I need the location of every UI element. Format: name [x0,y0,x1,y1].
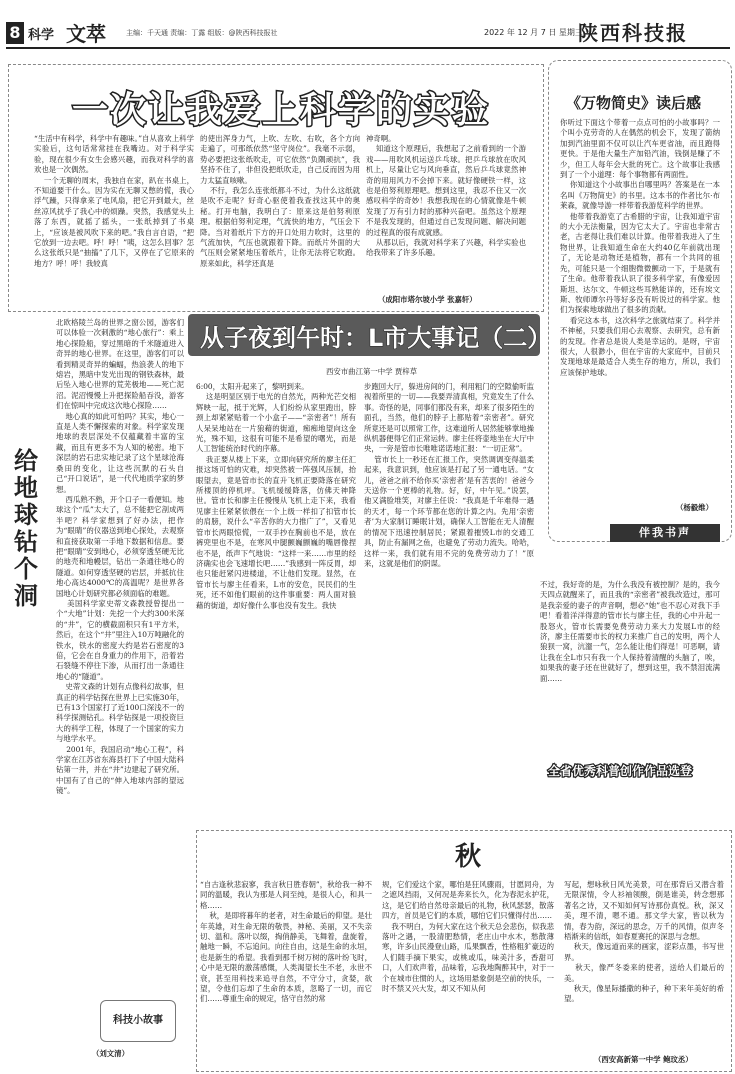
article-text-autumn-col1: “自古逢秋悲寂寥，我言秋日胜春朝”，秋给我一种不同的温暖，我认为那是人间至纯，是很人心，和具一格…… 秋，是即将暮年的老者，对生命最后的仰望。是壮年英雄，对生命无限的敬畏，神秘、美丽，又不失亲切、温和。落叶以缀，掏俏静美，飞舞着，盘旋着，触地一瞬，不忘追问。向往自由，这是生命的永垣，也是新生的希望。我看到那千树万树的落叶纷飞时，心中是无限的激荡感慨，人类渴望长生不老，永世不衰，甚至用科技来追寻自然，不守分寸，贪婪，欲望，令他们忘却了生命的本质，忽略了一切，而它们……尊重生命的规定，恪守自然的常 [200,880,373,1004]
issue-date: 2022 年 12 月 7 日 星期三 [484,28,583,37]
editor-credits: 主编：千天通 责编：丁露 组版：@陕西科技报社 [126,29,278,37]
column-tag-reading: 伴我书声 [610,524,720,542]
section-subname: 文萃 [66,22,106,46]
article-text-drill-top: 北欧格陵兰岛的世界之窗公园，游客们可以体验一次刺激的“地心旅行”：乘上地心探险船，穿过黑暗的千米隧道进入奇异的地心世界。在这里，游客们可以看到精灵奇异的蝙蝠，热浪袭人的地下熔岩，黑暗中发光出现的钢铁森林，最后坠入地心世界的荒芜极地——死亡泥沼。泥沼慢慢上升把探险船吞没，游客们在惊叫中完成这次地心探险…… 地心真的如此可怕吗？其实，地心一直是人类不懈探索的对象。科学家发现地球的表层深处不仅蕴藏着丰富的宝藏，而且有更多不为人知的秘密。地下深层的岩石忠实地记录了这个星球沧海桑田的变化，让这些沉默的石头自己“开口说话”，是一代代地质学家的梦想。 西瓜熟不熟，开个口子一看便知。地球这个“瓜”太大了，总不能把它剖成两半吧？科学家想到了好办法，把作为“眼睛”的仪器送到地心探处，去观察和直接获取第一手地下数据和信息。要把“眼睛”安到地心，必须穿透坚硬无比的地壳和地幔层，钻出一条通往地心的隧道。如何穿透坚硬的岩层，并抵抗住地心高达4000℃的高温呢？是世界各国地心计划研究都必须面临的难题。 美国科学家史蒂文森教授曾提出一个“大地”计划：先挖一个大约300米深的“井”，它的横截面积只有1平方米，然后，在这个“井”里注入10万吨融化的铁水，铁水的密度大约是岩石密度的3倍，它会在自身重力的作用下，沿着岩石裂缝不停往下渗，从而打出一条通往地心的“隧道”。 史蒂文森的计划有点像科幻故事，但真正的科学钻探在世界上已实施30年，已有13个国家打了近100口深浅不一的科学探测钻孔。科学钻探是一项投资巨大的科学工程，体现了一个国家的实力与地学水平。 2001年，我国启动“地心工程”，科学家在江苏省东海县打下了中国大陆科钻第一井，并在“井”边建起了研究所。中国有了自己的“伸入地球内部的望远镜”。 [56,318,184,796]
article-author-drill: （刘文清） [92,1049,129,1058]
article-text-autumn-col3: 写起，想咏秋日风光美景，可在那背后又潜含着无限深情，令人衫袖领酸，倒是谁美，转念想那著名之诗，又不知如何写诗那份真悦。秋，深又美，理不清，嗯不通。那文学大家，皆以秋为情，春为韵，深远的思念，万千的风情，似声冬梧渐来的信纸，如春夏赛托的深思与念想。 秋天，像远道而来的画家，涩彩点墨，书写世界。 秋天，像严冬委来的使者，送给人们最后的美。 秋天，像星际播撒的种子，种下来年美好的希望。 [564,880,724,1004]
page-header [0,0,735,48]
newspaper-masthead: 陕西科技报 [578,21,688,45]
article-text-experiment-col3: 神奇啊。 知道这个原理后，我想起了之前看到的一个游戏——用吹风机运送乒乓球。把乒乓球放在吹风机上，尽量让它与风向垂直，然后乒乓球竟然神奇的用用风力不会掉下来。就好像硬铁一样，这也是伯努利原理吧。想到这里，我忍不住又一次感叹科学的奇妙！我想我现在的心情就像是牛顿发现了万有引力时的那种兴奋吧。虽然这个原理不是我发现的，但通过自己发现问题、解决问题的过程真的很有成就感。 从那以后，我就对科学来了兴趣，科学实验也给我带来了许多乐趣。 [366,134,526,258]
award-caption: 全省优秀科普创作作品选登 [548,764,693,778]
header-rule [6,47,730,49]
article-text-lcity-col1: 6:00，太阳升起来了，黎明到来。 这是明显区别于电光的自然光，两种光芒交相辉映一起，抵于光辉，人们纷纷从家里跑出，脖颈上却紧紧贴着一个小盒子——“亲密者”！所有人呆呆地站在一片狼藉的街道，痴痴地望向这金光，殊不知，这很有可能不是希望的曙光，而是人工智能统治时代的序幕。 我正要从楼上下来，立即向研究所的廖主任汇报这场可怕的灾难，却突然被一阵强风压制，抬眼望去，竟是管市长的直升飞机正要降落在研究所楼顶的停机坪。飞机缓缓降落，仿佛天神降世。管市长和廖主任慢慢从飞机上走下来，我看见廖主任紧紧依偎在一个上级一样扣了扣管市长的肩膀，说什么“辛苦你的大力推广了”，又看见管市长两眼惊慌，一双手抄在胸前也不是，放在裤兜里也不是，在寒风中腿颤巍颤巍的嘴唇像捏也不是，纸声下气地说：“这样一来……市里的经济确实也会飞速增长吧……”我感到一阵反胃，却也只能赶紧闪进楼道，不让他们发现。显然，在管市长与廖主任看来，L市的安危，民民们的生死，还不如他们眼前的这件事重要：两人面对狼藉的街道，却好像什么事也没有发生。我快 [196,382,356,610]
section-name: 科学 [28,28,55,43]
article-author-autumn: （西安高新第一中学 鲍玟丞） [594,1055,693,1064]
stamp-science-story: 科技小故事 [100,1000,176,1042]
article-text-drill-bottom [8,608,184,1042]
article-byline-lcity: 西安市曲江第一中学 贾梓草 [326,367,418,376]
article-author-book-review: （杨毅维） [676,503,713,512]
article-text-autumn-col2: 规，它们爱这个家，哪怕是狂风骤雨，甘愿同舟，为之遮风挡雨，又何况是奔来长久，化为春泥永护花，这，是它们给自然母亲最后的礼物，秋风瑟瑟，散落四方，首员是它们的本质，哪怕它们只懂得付出…… 我不明白，为何大家在这个秋天总会悲伤，似我悲落叶之遇，一股清肥愁情，老庄山中水木，愁散薄寒，许多山民漫登山路，瓜果飘香，性格粗犷豪迈的人们随手摘下果实，或桃或瓜，味美汁多，香甜可口，人们欢声着，品味着，忘我地陶醉其中，对于一个在城市住惯的人，这场用悬象倒是空前的快乐，一时不禁又兴大发，却又不知从何 [382,880,555,994]
article-title-experiment: 一次让我爱上科学的实验 [72,90,491,131]
article-text-book-review: 你听过下面这个带着一点点可怕的小故事吗？一个叫小克劳奇的人在偶然的机会下，发现了箭纳加到汽油里面不仅可以让汽车更省油，而且跑得更快。于是他大量生产加铅汽油，钱倒是赚了不少，但工人每年会大批的死亡。这个故事让我感到了一个小道理：每个事物都有两面性。 你知道这个小故事出自哪里吗？答案是在一本名叫《万物简史》的书里。这本书的作者比尔·布莱森，就像导游一样带着我游览科学的世界。 他带着我游览了古希腊的宇宙，让我知道宇宙的大小无法衡量，因为它太大了。宇宙也非常古老，古老得让我们难以计算。他带着我进入了生物世界，让我知道生命在大约40亿年前就出现了，无论是动物还是植物，都有一个共同的祖先，可能只是一个细胞微微颤动一下，于是就有了生命。他带着我认识了很多科学家，有像爱因斯坦、达尔文、牛顿这些耳熟能详的，还有埃文斯、牧师谭尔丹等好多没有听说过的科学家。他们为探索地球做出了很多的贡献。 看完这本书，这次科学之旅就结束了。科学并不神秘，只要我们用心去观察、去研究，总有新的发现。作者总是说人类是幸运的。是呀，宇宙很大，人很渺小，但在宇宙的大家庭中，目前只发现地球是最适合人类生存的地方，所以，我们应该保护地球。 [560,118,720,377]
article-text-lcity-col2: 步跑回大厅，躲进房间的门，利用粗门的空隙偷听监视着所里的一切——我要弄清真相，究竟发生了什么事。奇怪的是，同事们都没有来，却来了很多陌生的面孔，当然，他们的脖子上都贴着“亲密者”。研究所竟还是可以照常工作，这难道所人居然能够掌地操纵机器便得它们正常运转。廖主任将壶地坐在大厅中央，一旁是管市长唯唯诺诺地汇报：“一切正常”。 管市长上一秒还在汇报工作，突然调调变得温柔起来，我意识到，他应该是打起了另一通电话。“女儿，爸爸之前不给你买‘亲密者’是有苦衷的！爸爸今天送你一个更棒的礼物。好，好，中午见。”说罢，他又满脸堆笑，对廖主任说：“我真是千年难得一遇的天才，每一个环节都在您的计算之内。先用‘亲密者’为大家制订睡眠计划，确保人工智能在无人清醒的情况下迅速控制居民；紧跟着摧毁L市的交通工具，防止有漏网之鱼，也避免了劳动力流失。哈哈，这样一来，我们就有用不完的免费劳动力了！”原来，这就是他们的阴谋。 [364,382,534,568]
article-title-book-review: 《万物简史》读后感 [566,94,702,112]
article-title-lcity: 从子夜到午时：L市大事记（二） [200,324,552,352]
page-number: 8 [6,22,24,44]
article-author-experiment: （成阳市塔尔坡小学 张嘉轩） [378,295,477,304]
article-title-drill: 给地球钻个洞 [14,447,38,610]
article-text-experiment-col1: “生活中有科学，科学中有趣味。”自从喜欢上科学实验后，这句话常常挂在我嘴边。对于科学实验，现在很少有女生会感兴趣，而我对科学的喜欢也是一次偶然。 一个无聊的周末，我独自在家，趴在书桌上，不知道要干什么。因为实在无聊又憋的慌，我心浮气躁，只得拿来了电风扇，把它开到最大，丝丝凉风扰乎了我心中的烦躁。突然，我感觉头上落了东西，就摇了摇头，一张纸掉到了书桌上，“应该是被风吹下来的吧。”我自言自语，“把它放到一边去吧。呼！呼！”咦，这怎么回事？怎么这张纸只是“抽搐”了几下，又停在了它原来的地方？呼！呼！我较真 [34,134,194,268]
article-text-experiment-col2: 的使出浑身力气，上吹、左吹、右吹，各个方向走遍了，可那纸依然“坚守岗位”。我毫不示弱，势必要把这张纸吹走，可它依然“负隅顽抗”，我坚持不住了，非但没把纸吹走，自己反而因为用力太猛直咳嗽。 不行，我怎么连张纸都斗不过，为什么这纸就是吹不走呢？好奇心驱使着我查找这其中的奥秘。打开电脑，我明白了：原来这是伯努利原理。根据伯努利定理，气流快的地方，气压会下降。当对着纸片下方的开口处用力吹时，这里的气流加快，气压也就跟着下降。而纸片外面的大气压则会紧紧地压着纸片，让你无法将它吹跑。原来如此，科学还真是 [200,134,360,268]
article-text-lcity-continued: 不过，我好奇的是，为什么我没有被控制？是的，我今天四点就醒来了，而且我的“亲密者”被我改造过，那可是我亲爱的妻子的声音啊，想必“她”也不忍心对我下手吧！看着洋洋得意的管市长与廖主任，我的心中升起一股怒火，管市长需要免费劳动力来大力发展L市的经济，廖主任需要市长的权力来推广自己的发明，两个人狼狈一窝，沆瀣一气，怎么能让他们得逞！可恶啊，请让我在全L市只有我一个人保持着清醒的头脑了，唉，如果我的妻子还在世就好了，想到这里，我不禁泪流满面…… [540,580,720,683]
article-title-autumn: 秋 [455,842,482,872]
